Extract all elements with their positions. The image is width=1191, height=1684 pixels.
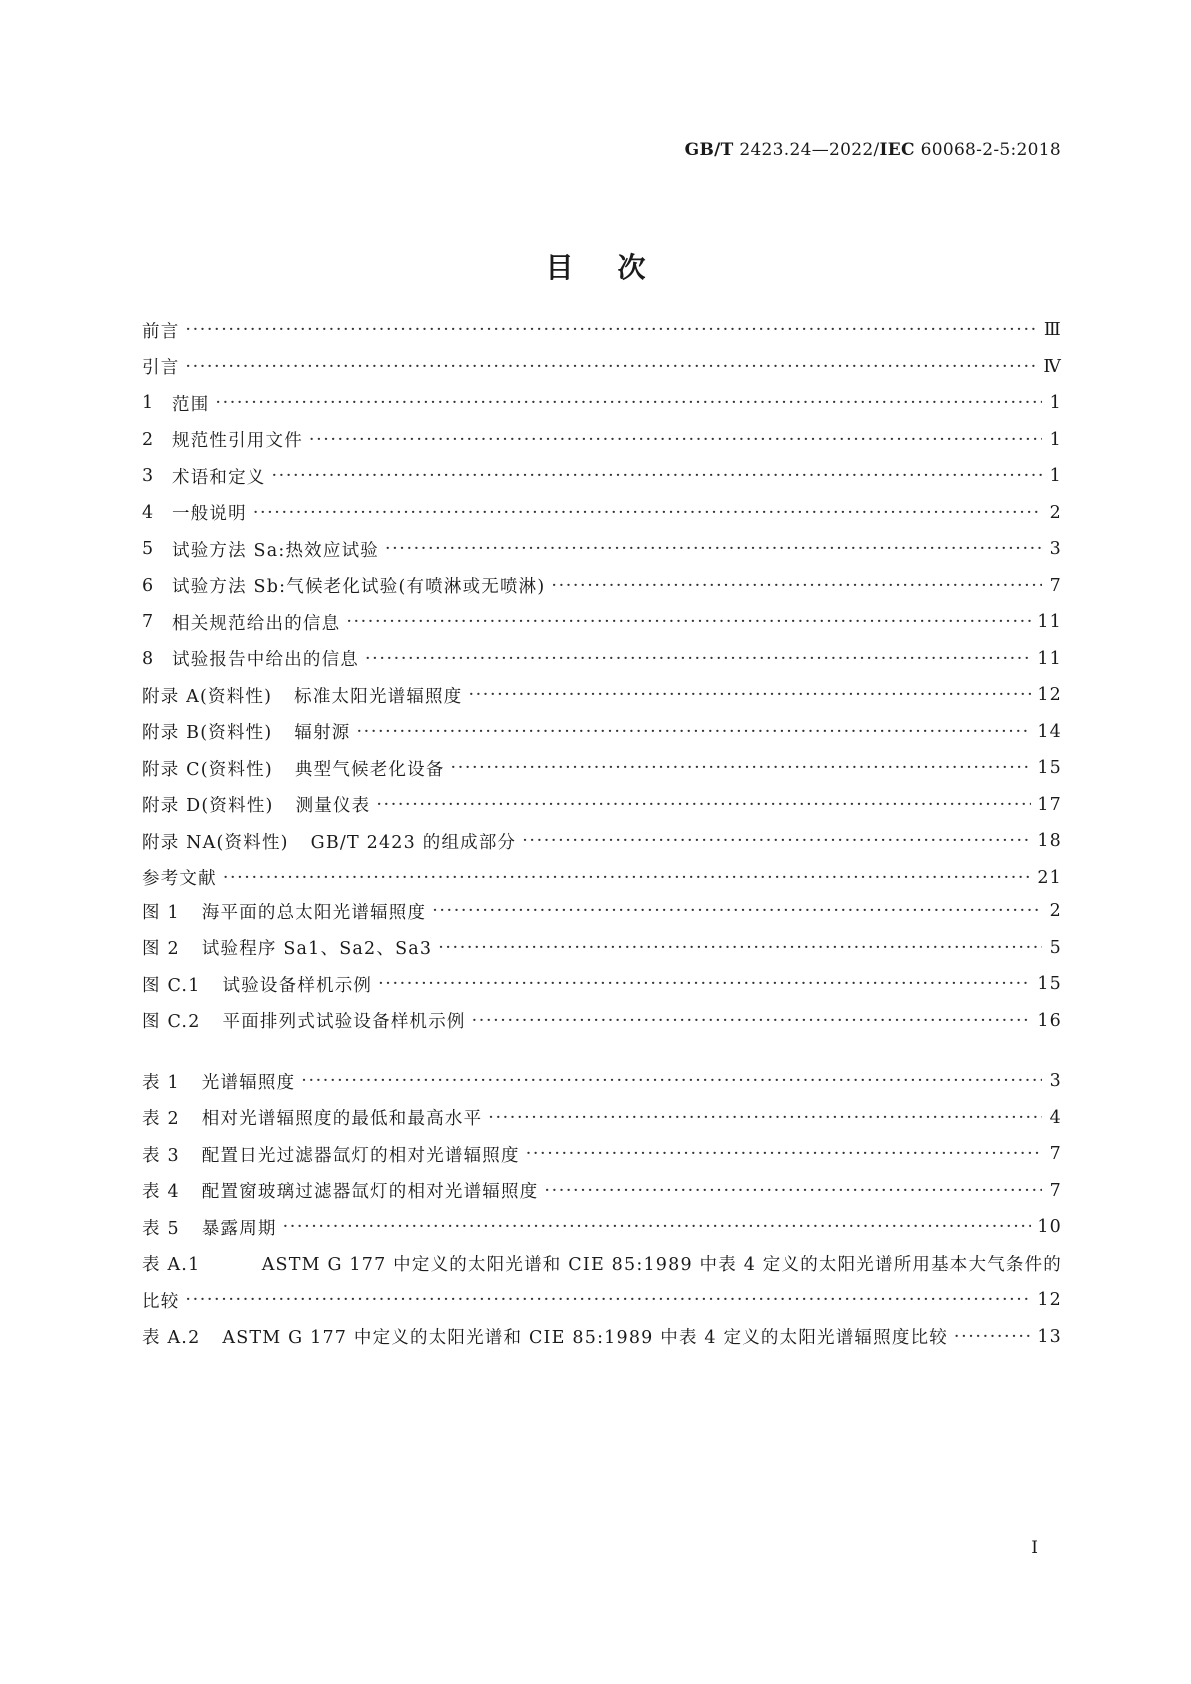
toc-entry-number: 表 A.2 — [142, 1328, 201, 1349]
iec-number: 60068-2-5:2018 — [920, 140, 1061, 160]
toc-entry[interactable] — [142, 495, 1062, 532]
toc-entry-page: 18 — [1037, 831, 1062, 852]
leader-dots — [253, 503, 1042, 523]
toc-entry-page: 11 — [1037, 648, 1062, 669]
toc-entry-title: 测量仪表 — [295, 796, 371, 817]
toc-entry[interactable] — [142, 1209, 1062, 1246]
leader-dots — [357, 722, 1032, 742]
toc-entry-page: 1 — [1049, 466, 1062, 487]
toc-entry-title: 试验报告中给出的信息 — [172, 650, 359, 671]
leader-dots — [215, 393, 1042, 413]
toc-entry-page: 4 — [1049, 1107, 1062, 1128]
toc-entry-number: 附录 D(资料性) — [142, 796, 274, 817]
toc-entry-title: 规范性引用文件 — [172, 431, 303, 452]
toc-entry[interactable] — [142, 568, 1062, 605]
toc-entry-title: 配置日光过滤器氙灯的相对光谱辐照度 — [201, 1145, 520, 1166]
toc-entry-title: 海平面的总太阳光谱辐照度 — [201, 902, 427, 923]
toc-entry-title: 试验程序 Sa1、Sa2、Sa3 — [201, 939, 433, 960]
toc-entry-title: 相关规范给出的信息 — [172, 613, 341, 634]
leader-dots — [488, 1108, 1042, 1128]
toc-entry-title: ASTM G 177 中定义的太阳光谱和 CIE 85:1989 中表 4 定义的太阳光谱所用基本大气条件的 — [261, 1255, 1062, 1276]
toc-entry-page: 10 — [1037, 1217, 1062, 1238]
toc-entry-number: 7 — [142, 612, 155, 633]
toc-entry[interactable] — [142, 1319, 1062, 1356]
toc-entry-title: 暴露周期 — [201, 1218, 277, 1239]
toc-entry-page: 7 — [1049, 575, 1062, 596]
leader-dots — [376, 795, 1031, 815]
toc-entry-page: Ⅳ — [1043, 356, 1062, 377]
toc-entry-page: Ⅲ — [1043, 320, 1062, 341]
toc-entry[interactable] — [142, 1063, 1062, 1100]
toc-entry[interactable] — [142, 677, 1062, 714]
toc-entry[interactable] — [142, 458, 1062, 495]
toc-entry-title: 平面排列式试验设备样机示例 — [222, 1012, 466, 1033]
toc-entry-title: 试验方法 Sb:气候老化试验(有喷淋或无喷淋) — [172, 577, 546, 598]
toc-entry[interactable] — [142, 385, 1062, 422]
document-code — [685, 140, 1061, 160]
toc-entry[interactable] — [142, 604, 1062, 641]
leader-dots — [346, 612, 1031, 632]
toc-entry[interactable] — [142, 422, 1062, 459]
toc-entry-title: 前言 — [142, 321, 180, 342]
toc-entry-title: 光谱辐照度 — [201, 1072, 296, 1093]
leader-dots — [954, 1327, 1031, 1347]
toc-entry-page: 5 — [1049, 937, 1062, 958]
toc-entry-title: 引言 — [142, 358, 180, 379]
toc-entry-number: 图 1 — [142, 902, 180, 923]
toc-entry-number: 附录 B(资料性) — [142, 723, 273, 744]
leader-dots — [365, 649, 1031, 669]
toc-entry-number: 表 1 — [142, 1072, 180, 1093]
leader-dots — [451, 758, 1032, 778]
toc-entry[interactable] — [142, 349, 1062, 386]
leader-dots — [283, 1217, 1032, 1237]
leader-dots — [378, 974, 1031, 994]
leader-dots — [185, 357, 1037, 377]
toc-entry-title: 试验设备样机示例 — [222, 975, 373, 996]
toc-entry-title: 配置窗玻璃过滤器氙灯的相对光谱辐照度 — [201, 1182, 539, 1203]
toc-entry-number: 3 — [142, 466, 155, 487]
toc-entry-page: 14 — [1037, 721, 1062, 742]
toc-entry-page: 12 — [1037, 1290, 1062, 1311]
toc-entry-title: 典型气候老化设备 — [294, 759, 445, 780]
toc-entry-number: 1 — [142, 393, 155, 414]
toc-entry-number: 8 — [142, 648, 155, 669]
toc-tables — [142, 1063, 1062, 1355]
toc-entry-title: 辐射源 — [294, 723, 351, 744]
toc-entry[interactable] — [142, 714, 1062, 751]
toc-entry-title-continued: 比较 — [142, 1291, 180, 1312]
toc-entry-page: 1 — [1049, 429, 1062, 450]
leader-dots — [185, 1290, 1031, 1310]
page-title: 目次 — [545, 251, 690, 284]
toc-entry[interactable] — [142, 823, 1062, 860]
toc-entry-page: 7 — [1049, 1180, 1062, 1201]
leader-dots — [301, 1071, 1042, 1091]
toc-entry[interactable] — [142, 1246, 1062, 1283]
toc-entry-number: 图 2 — [142, 939, 180, 960]
leader-dots — [438, 938, 1042, 958]
toc-entry-page: 17 — [1037, 794, 1062, 815]
toc-entry[interactable] — [142, 1173, 1062, 1210]
toc-sections — [142, 312, 1062, 896]
leader-dots — [526, 1144, 1042, 1164]
toc-entry[interactable] — [142, 860, 1062, 897]
toc-entry-title: 标准太阳光谱辐照度 — [294, 686, 463, 707]
toc-entry[interactable] — [142, 312, 1062, 349]
toc-entry[interactable] — [142, 1003, 1062, 1040]
toc-entry-title: 相对光谱辐照度的最低和最高水平 — [201, 1109, 483, 1130]
toc-entry-page: 2 — [1049, 901, 1062, 922]
toc-entry-page: 1 — [1049, 393, 1062, 414]
toc-entry-number: 表 3 — [142, 1145, 180, 1166]
toc-entry[interactable] — [142, 966, 1062, 1003]
leader-dots — [309, 430, 1042, 450]
leader-dots — [272, 466, 1043, 486]
toc-entry[interactable] — [142, 930, 1062, 967]
toc-entry-number: 图 C.2 — [142, 1012, 201, 1033]
leader-dots — [432, 901, 1042, 921]
toc-entry-title: 范围 — [172, 394, 210, 415]
toc-entry-number: 2 — [142, 429, 155, 450]
toc-entry-page: 13 — [1037, 1326, 1062, 1347]
leader-dots — [185, 320, 1038, 340]
leader-dots — [223, 868, 1032, 888]
leader-dots — [544, 1181, 1042, 1201]
toc-entry-number: 5 — [142, 539, 155, 560]
toc-entry[interactable] — [142, 1100, 1062, 1137]
toc-entry-title: 术语和定义 — [172, 467, 266, 488]
code-number: 2423.24—2022/ — [739, 140, 880, 160]
toc-entry-number: 附录 C(资料性) — [142, 759, 273, 780]
toc-entry-number: 4 — [142, 502, 155, 523]
leader-dots — [385, 539, 1042, 559]
toc-entry[interactable] — [142, 531, 1062, 568]
leader-dots — [522, 831, 1031, 851]
toc-entry[interactable] — [142, 750, 1062, 787]
toc-figures — [142, 893, 1062, 1039]
toc-entry-page: 15 — [1037, 974, 1062, 995]
toc-entry-page: 7 — [1049, 1144, 1062, 1165]
toc-entry-page: 3 — [1049, 539, 1062, 560]
toc-entry[interactable] — [142, 641, 1062, 678]
toc-entry-title: 一般说明 — [172, 504, 247, 525]
toc-entry-page: 11 — [1037, 612, 1062, 633]
toc-entry-page: 2 — [1049, 502, 1062, 523]
leader-dots — [472, 1011, 1032, 1031]
toc-entry-title: ASTM G 177 中定义的太阳光谱和 CIE 85:1989 中表 4 定义的太阳光谱辐照度比较 — [222, 1328, 948, 1349]
toc-entry-title: GB/T 2423 的组成部分 — [310, 832, 517, 853]
leader-dots — [468, 685, 1031, 705]
toc-entry[interactable] — [142, 1136, 1062, 1173]
toc-entry-page: 15 — [1037, 758, 1062, 779]
toc-entry-number: 附录 NA(资料性) — [142, 832, 289, 853]
toc-entry-page: 16 — [1037, 1010, 1062, 1031]
toc-entry-title: 试验方法 Sa:热效应试验 — [172, 540, 379, 561]
toc-entry[interactable] — [142, 893, 1062, 930]
toc-entry-page: 3 — [1049, 1071, 1062, 1092]
leader-dots — [551, 576, 1042, 596]
code-prefix: GB/T — [684, 140, 734, 160]
toc-entry[interactable] — [142, 787, 1062, 824]
iec-prefix: IEC — [879, 140, 915, 160]
toc-entry-number: 表 5 — [142, 1218, 180, 1239]
toc-entry-number: 表 4 — [142, 1182, 180, 1203]
toc-entry-number: 表 A.1 — [142, 1255, 201, 1276]
toc-entry-number: 附录 A(资料性) — [142, 686, 273, 707]
toc-entry-title: 参考文献 — [142, 869, 217, 890]
toc-entry-number: 表 2 — [142, 1109, 180, 1130]
toc-entry-number: 6 — [142, 575, 155, 596]
toc-entry-continued[interactable] — [142, 1282, 1062, 1319]
page-number: I — [1031, 1538, 1038, 1558]
toc-entry-page: 21 — [1037, 867, 1062, 888]
toc-entry-page: 12 — [1037, 685, 1062, 706]
toc-entry-number: 图 C.1 — [142, 975, 201, 996]
